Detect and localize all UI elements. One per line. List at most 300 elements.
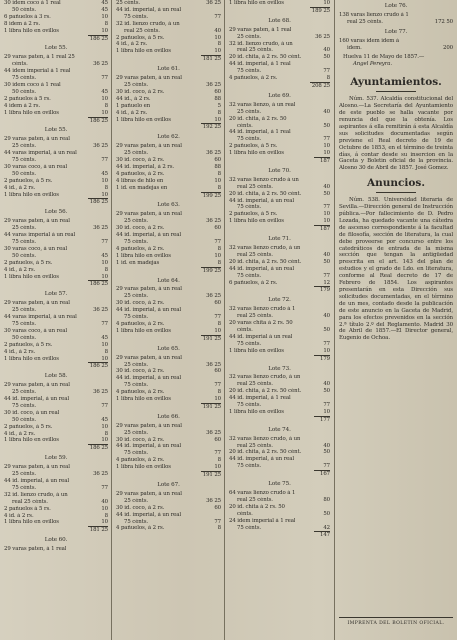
- lot-line: [4, 164, 108, 171]
- lot-heading: Lote 64.: [157, 277, 180, 284]
- lot-line: [116, 246, 221, 253]
- item-description: 25 cénts.: [237, 108, 262, 115]
- item-amount: 10: [323, 218, 330, 225]
- item-amount: 10: [101, 273, 108, 280]
- item-description: cénts.: [237, 510, 253, 517]
- item-amount: 45: [101, 334, 108, 341]
- lot-line: [229, 34, 330, 41]
- item-description: 20 varas chita á 2 rs. 50: [229, 320, 293, 327]
- lot-line: [229, 0, 330, 7]
- lot-line: [4, 253, 108, 260]
- item-description: 20 id. chita, á 2 rs. 50 cént.: [229, 54, 302, 61]
- item-amount: 186 25: [89, 199, 108, 206]
- lot-total: [229, 157, 330, 165]
- lot-line: [4, 136, 108, 143]
- lot-line: [116, 307, 221, 314]
- lot-line: [4, 546, 108, 553]
- item-description: 1 libra hilo en ovillos: [4, 355, 59, 362]
- item-description: 25 cénts.: [124, 150, 149, 157]
- item-description: 44 id. imperial, á un real: [229, 456, 295, 463]
- lot-line: [229, 381, 330, 388]
- item-description: 25 cénts.: [12, 307, 37, 314]
- lot-line: [229, 75, 330, 82]
- item-amount: 36 25: [206, 429, 221, 436]
- item-description: 1 libra hilo en ovillos: [4, 191, 59, 198]
- item-amount: 36 25: [206, 81, 221, 88]
- item-description: 25 cénts.: [124, 218, 149, 225]
- lot-line: [116, 355, 221, 362]
- lot-line: [116, 464, 221, 471]
- item-description: 29 varas paten, á un real: [4, 136, 70, 143]
- lot-line: [116, 293, 221, 300]
- item-description: 4 id., á 2 rs.: [116, 109, 148, 116]
- lot-line: [116, 110, 221, 117]
- item-amount: 10: [101, 355, 108, 362]
- item-amount: 88: [214, 95, 221, 102]
- item-description: 29 varas paten, á un real: [4, 382, 70, 389]
- lot-heading: Lote 69.: [268, 92, 291, 99]
- item-description: real 25 cénts.: [237, 251, 273, 258]
- lot-line: [229, 136, 330, 143]
- item-description: 25 cénts.: [124, 497, 149, 504]
- item-amount: 40: [323, 381, 330, 388]
- lot-line: [4, 89, 108, 96]
- lot-line: [4, 75, 108, 82]
- lot-line: [229, 41, 330, 48]
- lot-line: [229, 456, 330, 463]
- item-amount: 50: [323, 388, 330, 395]
- item-amount: 36 25: [206, 0, 221, 6]
- item-amount: 36 25: [93, 225, 108, 232]
- lot-line: [116, 211, 221, 218]
- lot-line: [116, 103, 221, 110]
- lot-line: [4, 437, 108, 444]
- item-description: 32 varas lienzo crudo, á un: [229, 374, 301, 381]
- lot-line: [4, 192, 108, 199]
- item-amount: 40: [323, 251, 330, 258]
- lot-line: [4, 7, 108, 14]
- lot-line: [229, 327, 330, 334]
- item-amount: 60: [214, 225, 221, 232]
- item-amount: 50: [323, 258, 330, 265]
- item-description: 44 id. imperial, á un real: [229, 197, 295, 204]
- lot-line: [4, 232, 108, 239]
- lot-line: [229, 54, 330, 61]
- item-amount: 36 25: [206, 361, 221, 368]
- lot-line: [116, 14, 221, 21]
- item-description: 75 cénts.: [237, 272, 262, 279]
- lot-total: [229, 470, 330, 478]
- item-description: 6 pañuelos á 3 rs.: [4, 13, 51, 20]
- item-amount: 77: [323, 272, 330, 279]
- item-amount: 181 25: [202, 56, 221, 63]
- lot-line: [229, 504, 330, 511]
- anuncio-notice: Núm. 538. Universidad literaria de Sevilla.—Dirección general de Instrucción pública.—Por fallecimiento de D. Pedro Lozada, ha quedado vacante una cátedra de ascenso correspondiente á la facultad de filosofía, sección de literatura, la cual debe proveerse por concurso entre los catedráticos de entrada de la misma sección que tengan la antigüedad prescrita en el art. 143 del plan de estudios y el grado de Ldo. en literatura, conforme al Real decreto de 17 de Febrero de 1854. Los aspirantes presentarán en esta Dirección sus solicitudes documentadas, en el término de un mes, contado desde la publicación de este anuncio en la Gaceta de Madrid, para los efectos prevenidos en la sección 2.ª título 2.º del Reglamento. Madrid 30 de Abril de 1857.—El Director general, Eugenio de Ochoa.: [339, 197, 453, 342]
- item-amount: 36 25: [93, 143, 108, 150]
- item-description: 1 id. en madejas en: [116, 184, 168, 191]
- item-description: 44 id. imperial, á un real: [116, 307, 182, 314]
- lot-line: [4, 185, 108, 192]
- lot-line: [116, 185, 221, 192]
- item-description: 25 cénts.: [124, 81, 149, 88]
- item-description: 75 cénts.: [124, 450, 149, 457]
- lot-line: [4, 342, 108, 349]
- item-amount: 10: [323, 143, 330, 150]
- item-amount: 186 25: [89, 281, 108, 288]
- item-amount: 40: [323, 108, 330, 115]
- item-amount: 10: [101, 259, 108, 266]
- item-amount: 88: [214, 163, 221, 170]
- item-amount: 36 25: [93, 389, 108, 396]
- lot-line: [4, 410, 108, 417]
- item-description: 4 id., á 2 rs.: [116, 41, 148, 48]
- item-description: 4 id. á 2 rs.: [4, 512, 34, 519]
- item-description: 25 cénts.: [12, 389, 37, 396]
- ayuntamiento-notice: Núm. 537. Alcaldía constitucional del Alosno.—La Secretaría del Ayuntamiento de este pueblo se halla vacante por renuncia del que la obtenía. Los aspirantes á ella remitirán á esta Alcaldía sus solicitudes documentadas según previene el Real decreto de 19 de Octubre de 1853, en el término de treinta días, á contar desde su insercion en la Gaceta y Boletin oficial de la provincia. Alosno 30 de Abril de 1857. José Gomez.: [339, 96, 453, 172]
- lot-heading: Lote 66.: [157, 413, 180, 420]
- item-description: 25 cénts.: [124, 361, 149, 368]
- lot-line: [4, 82, 108, 89]
- item-amount: 191 25: [202, 472, 221, 479]
- item-amount: 60: [214, 300, 221, 307]
- item-amount: 10: [323, 150, 330, 157]
- item-amount: 187: [314, 157, 330, 165]
- item-description: 2 pañuelos, á 5 rs.: [116, 34, 165, 41]
- lot-line: [116, 396, 221, 403]
- lot-line: [116, 260, 221, 267]
- item-description: 4 pañuelos, á 2 rs.: [116, 170, 165, 177]
- item-description: 44 id. imperial, á 1 real: [229, 129, 291, 136]
- item-amount: 10: [101, 13, 108, 20]
- item-amount: 77: [214, 13, 221, 20]
- lot-heading: Lote 68.: [268, 17, 291, 24]
- item-description: 44 id. imperial, á un real: [116, 232, 182, 239]
- lot-heading: Lote 55.: [44, 45, 68, 52]
- item-amount: 77: [323, 402, 330, 409]
- lot-heading: Lote 71.: [268, 236, 291, 243]
- lot-total: [229, 225, 330, 233]
- item-amount: 10: [323, 0, 330, 6]
- item-amount: 8: [217, 320, 221, 327]
- item-amount: 177: [314, 416, 330, 424]
- item-amount: 10: [323, 408, 330, 415]
- item-amount: 77: [214, 239, 221, 245]
- lot-line: [4, 218, 108, 225]
- item-description: 75 cénts.: [12, 75, 37, 82]
- lot-line: [229, 449, 330, 456]
- item-description: 1 libra hilo en ovillos: [4, 519, 59, 526]
- lot-line: [229, 102, 330, 109]
- item-description: 30 id. coco, á 2 rs.: [116, 300, 165, 307]
- item-description: 75 cénts.: [124, 382, 149, 389]
- item-amount: 191 25: [202, 403, 221, 410]
- lot-line: [229, 150, 330, 157]
- item-amount: 40: [323, 313, 330, 320]
- section-title-anuncios: Anuncios.: [366, 177, 425, 190]
- item-amount: 77: [323, 340, 330, 347]
- lot-line: [4, 260, 108, 267]
- item-amount: 77: [323, 136, 330, 143]
- item-amount: 8: [326, 75, 330, 82]
- lot-line: [229, 68, 330, 75]
- lot-line: [116, 368, 221, 375]
- item-description: 29 varas paten, á un real: [4, 218, 70, 225]
- lot-line: [116, 48, 221, 55]
- lot-total: [4, 198, 108, 206]
- item-amount: 186 25: [89, 363, 108, 370]
- item-description: 29 varas paten, á un real: [116, 75, 182, 82]
- item-amount: 80: [323, 496, 330, 503]
- item-description: cénts.: [237, 122, 253, 129]
- item-description: 30 id. coco, á 2 rs.: [116, 225, 165, 232]
- lot-line: [229, 61, 330, 68]
- item-amount: 77: [101, 239, 108, 245]
- lot-line: [4, 61, 108, 68]
- lot-line: [4, 21, 108, 28]
- lot-total: [229, 416, 330, 424]
- lot-line: [4, 403, 108, 410]
- lot-line: [4, 171, 108, 178]
- lot-line: [229, 218, 330, 225]
- lot-heading: Lote 77.: [384, 28, 408, 35]
- item-amount: 40: [323, 442, 330, 449]
- lot-line: [116, 512, 221, 519]
- lot-line: [116, 96, 221, 103]
- item-description: 1 libra hilo en ovillos: [116, 464, 171, 471]
- lot-line: [229, 388, 330, 395]
- item-description: 1 libra hilo en ovillos: [116, 327, 171, 334]
- item-description: 29 varas paten, á un real: [4, 464, 70, 471]
- lot-line: [116, 328, 221, 335]
- item-description: 25 cénts.: [124, 429, 149, 436]
- item-amount: 10: [101, 27, 108, 34]
- lot-line: [229, 490, 330, 497]
- item-amount: 10: [214, 34, 221, 41]
- lot-line: 138 varas lienzo crudo á 1: [339, 11, 409, 18]
- item-description: 29 varas paten, á un real: [116, 490, 182, 497]
- lot-line: [4, 417, 108, 424]
- item-description: 32 varas lienzo crudo, á un: [229, 435, 301, 442]
- item-amount: 179: [314, 286, 330, 294]
- item-description: 64 varas lienzo crudo á 1: [229, 490, 296, 496]
- lot-line: [4, 431, 108, 438]
- item-amount: 187: [314, 225, 330, 233]
- item-description: real 25 cénts.: [12, 498, 48, 505]
- item-amount: 36 25: [206, 150, 221, 157]
- lot-line: [229, 116, 330, 123]
- lot-line: [229, 341, 330, 348]
- item-description: 1 libra hilo en ovillos: [116, 116, 171, 123]
- item-amount: 36 25: [206, 218, 221, 225]
- item-description: 29 varas paten, á 1 real: [229, 26, 292, 33]
- lot-line: [4, 328, 108, 335]
- item-description: 4 pañuelos, á 2 rs.: [116, 525, 165, 532]
- item-amount: 8: [217, 170, 221, 177]
- item-amount: 10: [101, 109, 108, 116]
- item-description: 4 pañuelos, á 2 rs.: [116, 320, 165, 327]
- item-description: 30 varas coco, á un real: [4, 163, 67, 170]
- item-description: 1 libra hilo en ovillos: [116, 396, 171, 403]
- lot-line: [116, 253, 221, 260]
- lot-line: [229, 177, 330, 184]
- lot-line: [229, 191, 330, 198]
- item-amount: 36 25: [93, 61, 108, 68]
- item-description: 44 id. imperial, á un real: [116, 443, 182, 450]
- item-description: 2 pañuelos, á 5 rs.: [4, 423, 53, 430]
- item-description: 32 varas lienzo crudo á un: [229, 176, 299, 183]
- item-description: 4 pañuelos, á 2 rs.: [116, 457, 165, 464]
- lot-line: [4, 68, 108, 75]
- item-amount: 10: [214, 48, 221, 55]
- item-description: 44 id. imperial, á 1 real: [229, 61, 291, 68]
- lot-line: [4, 103, 108, 110]
- item-amount: 50: [323, 326, 330, 333]
- lot-line: [4, 424, 108, 431]
- lot-total: [116, 335, 221, 343]
- item-amount: 77: [214, 314, 221, 321]
- lot-column-2: [116, 0, 221, 640]
- item-amount: 10: [101, 95, 108, 102]
- item-description: 32 varas lienzo crudo, á un: [229, 245, 301, 251]
- notices-column: [339, 0, 453, 640]
- item-amount: 186 25: [89, 35, 108, 42]
- item-description: cénts.: [237, 326, 253, 333]
- item-description: 75 cénts.: [237, 136, 262, 143]
- item-description: 4 pañuelos, á 2 rs.: [229, 75, 278, 82]
- item-description: 1 libra hilo en ovillos: [4, 109, 59, 116]
- item-amount: 50: [323, 510, 330, 517]
- lot-line: [229, 129, 330, 136]
- lot-line: [229, 245, 330, 252]
- lot-line: [4, 382, 108, 389]
- item-description: 30 varas coco, á un real: [4, 245, 67, 252]
- lot-line: idem. 200: [347, 44, 453, 51]
- item-amount: 77: [101, 157, 108, 164]
- lot-heading: Lote 56.: [44, 209, 68, 216]
- item-amount: 8: [104, 266, 108, 273]
- item-amount: 167: [314, 470, 330, 478]
- lot-line: [116, 382, 221, 389]
- lot-line: [116, 89, 221, 96]
- item-description: 4 libras de hilo en: [116, 177, 164, 184]
- lot-line: [116, 41, 221, 48]
- lot-line: [229, 395, 330, 402]
- lot-line: [4, 246, 108, 253]
- lot-heading: Lote 58.: [44, 373, 68, 380]
- lot-line: [116, 35, 221, 42]
- item-amount: 60: [214, 88, 221, 95]
- item-description: 1 id. en madejas: [116, 259, 160, 266]
- lot-line: [116, 362, 221, 369]
- item-amount: 60: [214, 504, 221, 511]
- item-description: 75 cénts.: [237, 524, 262, 531]
- item-description: 50 cénts.: [12, 334, 37, 341]
- lot-line: [229, 259, 330, 266]
- item-description: 44 varas imperial á un real: [4, 232, 76, 239]
- lot-line: [4, 335, 108, 342]
- lot-line: [116, 178, 221, 185]
- lot-line: [4, 485, 108, 492]
- lot-line: [4, 178, 108, 185]
- item-description: 75 cénts.: [124, 518, 149, 525]
- lot-heading: Lote 75.: [268, 481, 291, 488]
- lot-line: [229, 320, 330, 327]
- section-divider: [376, 192, 416, 193]
- lot-line: [229, 306, 330, 313]
- lot-line: [4, 307, 108, 314]
- lot-line: [4, 0, 108, 7]
- item-description: real 25 cénts.: [237, 47, 273, 54]
- item-description: 50 cénts.: [12, 170, 37, 177]
- lot-line: [4, 225, 108, 232]
- lot-line: [229, 47, 330, 54]
- item-description: 1 libra hilo en ovillos: [4, 273, 59, 280]
- item-amount: 45: [101, 416, 108, 423]
- item-description: 44 idem imperial á 1 real: [4, 68, 71, 75]
- item-description: 75 cénts.: [237, 402, 262, 409]
- lot-line: [116, 7, 221, 14]
- item-amount: 45: [101, 252, 108, 259]
- item-amount: 199 25: [202, 192, 221, 199]
- lot-heading: Lote 62.: [157, 134, 180, 141]
- lot-heading: Lote 65.: [157, 345, 180, 352]
- lot-line: [229, 280, 330, 287]
- item-description: 2 pañuelos, á 5 rs.: [229, 211, 278, 218]
- lot-line: [229, 497, 330, 504]
- lot-heading: Lote 61.: [157, 66, 180, 73]
- item-amount: 8: [217, 457, 221, 464]
- lot-line: [4, 274, 108, 281]
- lot-line: [116, 150, 221, 157]
- item-description: 44 varas imperial, á un real: [4, 314, 77, 321]
- item-description: 75 cénts.: [124, 314, 149, 321]
- item-amount: 77: [323, 463, 330, 470]
- item-description: 20 id. chita, á 2 rs. 50 cént.: [229, 190, 302, 197]
- item-description: 4 pañuelos, á 2 rs.: [116, 245, 165, 252]
- item-description: 30 id. coco, á 2 rs.: [116, 504, 165, 511]
- item-description: 8 idem á 2 rs.: [4, 20, 41, 27]
- lot-total: [229, 82, 330, 90]
- lot-line: [4, 464, 108, 471]
- item-description: 30 idem coco á 1 real: [4, 81, 61, 88]
- item-amount: 10: [101, 437, 108, 444]
- item-amount: 12: [323, 279, 330, 286]
- item-amount: 77: [101, 484, 108, 491]
- lot-line: [4, 239, 108, 246]
- lot-heading: Lote 57.: [44, 291, 68, 298]
- lot-line: [229, 443, 330, 450]
- item-amount: 8: [104, 20, 108, 27]
- item-amount: 60: [214, 436, 221, 443]
- item-description: 44 id. imperial, á un real: [4, 478, 70, 484]
- item-description: 6 pañuelos, á 2 rs.: [229, 279, 278, 286]
- item-description: 29 varas paten, á un real: [4, 300, 70, 307]
- lot-line: [116, 171, 221, 178]
- item-amount: 10: [214, 252, 221, 259]
- lot-line: [229, 184, 330, 191]
- item-amount: 36 25: [93, 307, 108, 314]
- item-description: 50 cénts.: [12, 88, 37, 95]
- lot-line: [229, 511, 330, 518]
- item-description: 29 varas paten, á 1 real: [4, 546, 67, 553]
- item-description: 4 id., á 2 rs.: [4, 348, 36, 355]
- item-description: 20 id. chita, á 2 rs. 50 cént.: [229, 258, 302, 265]
- item-description: 29 varas paten, á un real: [116, 143, 182, 150]
- lot-line: [229, 266, 330, 273]
- item-description: 44 id. imperial, á 1 real: [229, 395, 291, 402]
- lot-line: [116, 314, 221, 321]
- item-amount: 8: [104, 102, 108, 109]
